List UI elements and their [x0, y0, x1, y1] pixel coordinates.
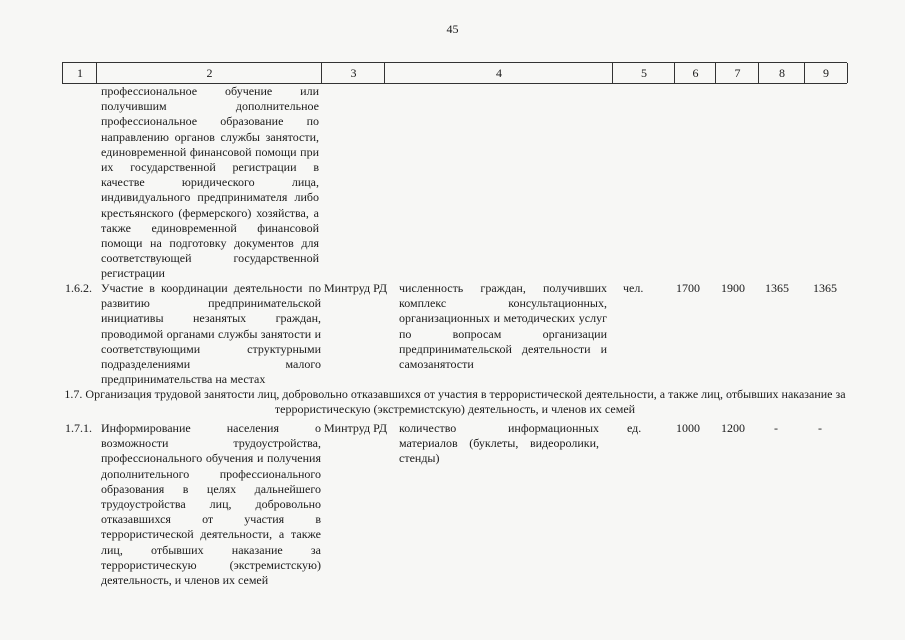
row-text: Информирование населения о возможности трудоустройства, профессионального обучения и получения дополнительного профессионального образования в целях дальнейшего трудоустройства лиц, добровольно отказавшихся от участия в террористической деятельности, а также лиц, отбывших наказание за террористическую (экстремистскую) деятельность, и членов их семей: [101, 421, 321, 588]
header-col-5: 5: [612, 63, 675, 83]
row-value-9: -: [818, 421, 822, 435]
row-text: Участие в координации деятельности по развитию предпринимательской инициативы незанятых граждан, проводимой органами службы занятости и соответствующими структурными подразделениями малого предпринимательства на местах: [101, 281, 321, 387]
header-col-7: 7: [715, 63, 759, 83]
table-header-row: [62, 62, 847, 84]
row-value-6: 1000: [676, 421, 700, 435]
row-value-8: -: [774, 421, 778, 435]
continuation-text: профессиональное обучение или получившим дополнительное профессиональное образование по направлению органов службы занятости, единовременной финансовой помощи при их государственной регистрации в качестве юридического лица, индивидуального предпринимателя либо крестьянского (фермерского) хозяйства, а также единовременной финансовой помощи на подготовку документов для соответствующей государственной регистрации: [101, 84, 319, 281]
row-value-7: 1200: [721, 421, 745, 435]
row-value-9: 1365: [813, 281, 837, 295]
row-executor: Минтруд РД: [324, 281, 388, 295]
header-col-4: 4: [384, 63, 613, 83]
section-heading: 1.7. Организация трудовой занятости лиц, добровольно отказавшихся от участия в террористической деятельности, а также лиц, отбывших наказание за террористическую (экстремистскую) деятельность, и членов их семей: [64, 387, 846, 417]
header-col-1: 1: [62, 63, 97, 83]
row-indicator: численность граждан, получивших комплекс консультационных, организационных и методических услуг по вопросам организации предпринимательской деятельности и самозанятости: [399, 281, 607, 372]
row-unit: чел.: [623, 281, 644, 295]
header-col-8: 8: [758, 63, 805, 83]
row-value-7: 1900: [721, 281, 745, 295]
header-col-3: 3: [321, 63, 385, 83]
row-indicator: количество информационных материалов (буклеты, видеоролики, стенды): [399, 421, 599, 466]
header-col-9: 9: [804, 63, 848, 83]
row-code: 1.7.1.: [65, 421, 92, 435]
row-code: 1.6.2.: [65, 281, 92, 295]
header-col-6: 6: [674, 63, 716, 83]
row-value-8: 1365: [765, 281, 789, 295]
row-value-6: 1700: [676, 281, 700, 295]
row-executor: Минтруд РД: [324, 421, 388, 435]
header-col-2: 2: [96, 63, 322, 83]
row-unit: ед.: [627, 421, 642, 435]
page-number: 45: [446, 22, 459, 36]
